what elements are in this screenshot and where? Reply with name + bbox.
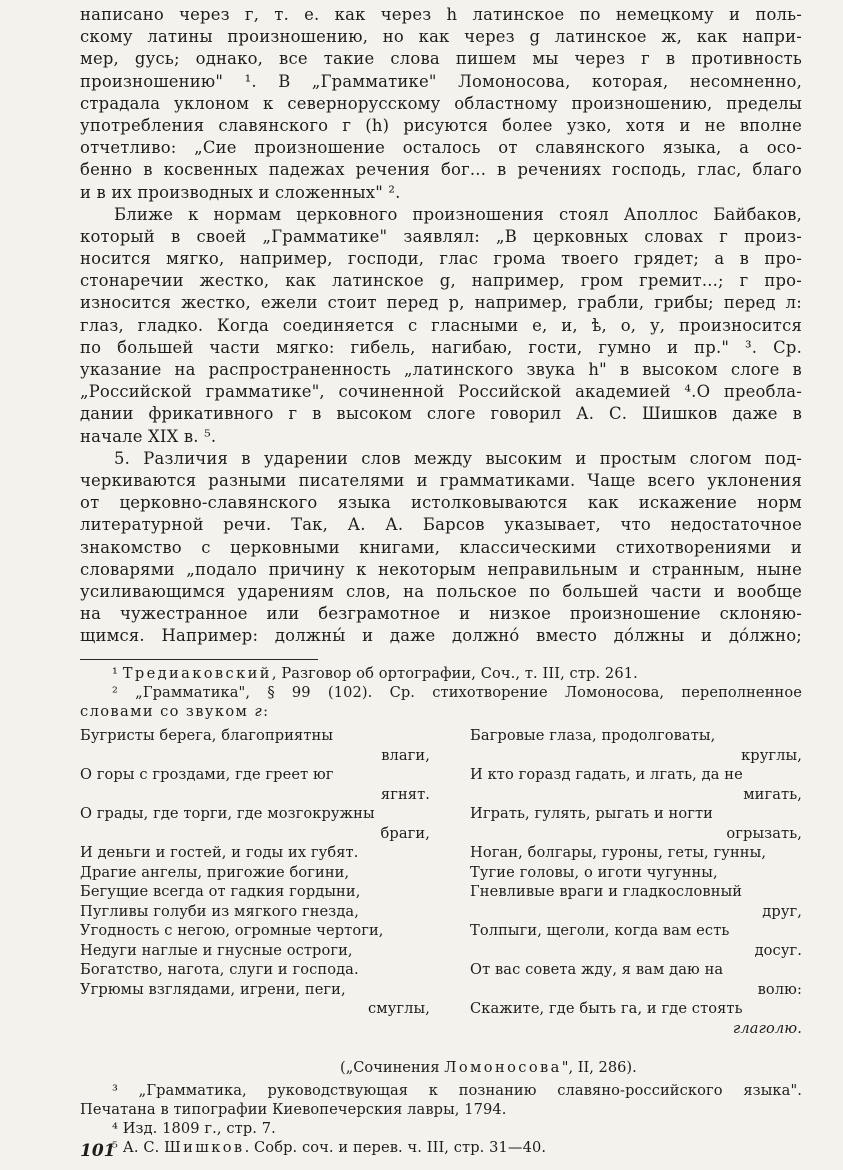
poem-line: Толпыги, щеголи, когда вам есть (470, 922, 730, 939)
footnote-line: ³ „Грамматика, руководствующая к познанию славяно-российского языка". (112, 1082, 802, 1099)
text-line: страдала уклоном к севернорусскому областному произношению, пределы (80, 93, 802, 113)
poem-line: Драгие ангелы, пригожие богини, (80, 863, 350, 881)
footnote-line (80, 664, 802, 683)
citation-open: („Сочинения (340, 1059, 445, 1076)
text-line: употребления славянского г (h) рисуются более узко, хотя и не вполне (80, 115, 802, 135)
poem-line: мигать, (743, 785, 802, 803)
footnote-text: словами со звуком (80, 703, 255, 721)
poem-line: друг, (762, 902, 802, 920)
text-line: скому латины произношению, но как через g латинское ж, как напри- (80, 27, 802, 47)
text-line: дании фрикативного г в высоком слоге говорил А. С. Шишков даже в (80, 404, 802, 424)
poem-line: Багровые глаза, продолговаты, (470, 727, 716, 744)
poem-line: Тугие головы, о иготи чугунны, (470, 863, 718, 881)
poem-line: И кто горазд гадать, и лгать, да не (470, 766, 743, 783)
footnote-line: ⁴ Изд. 1809 г., стр. 7. (112, 1120, 276, 1137)
text-line: стонаречии жестко, как латинское g, например, гром гремит...; г про- (80, 271, 802, 291)
poem-line: Ноган, болгары, гуроны, геты, гунны, (470, 844, 767, 861)
poem-line: влаги, (381, 746, 430, 764)
text-line: щимся. Например: должны́ и даже должно́ вместо до́лжны и до́лжно; (80, 626, 802, 646)
footnote-text: . Собр. соч. и перев. ч. III, стр. 31—40. (244, 1139, 547, 1156)
page-number: 101 (80, 1141, 116, 1161)
footnote-marker: ¹ (112, 665, 118, 682)
poem-line: От вас совета жду, я вам даю на (470, 961, 724, 978)
text-line: мер, gусь; однако, все такие слова пишем мы через г в противность (80, 49, 802, 69)
footnote-line: Печатана в типографии Киевопечерския лавры, 1794. (80, 1101, 507, 1119)
poem-line: Скажите, где быть га, и где стоять (470, 1000, 743, 1017)
poem-line: Играть, гулять, рыгать и ногти (470, 805, 714, 822)
footnote-2 (80, 683, 802, 721)
text-line: черкиваются разными писателями и грамматиками. Чаще всего уклонения (80, 470, 802, 490)
text-line: носится мягко, например, господи, глас грома твоего грядет; а в про- (80, 249, 802, 269)
citation-author: Ломоносова (444, 1059, 562, 1076)
poem-line: И деньги и гостей, и годы их губят. (80, 844, 359, 861)
poem-line: Угрюмы взглядами, игрени, пеги, (80, 980, 346, 998)
text-line: знакомство с церковными книгами, классическими стихотворениями и (80, 537, 802, 557)
text-line: глаз, гладко. Когда соединяется с гласными е, и, ѣ, о, у, произносится (80, 315, 802, 335)
footnote-author: Тредиаковский (122, 665, 272, 682)
main-text (80, 4, 802, 647)
text-line: литературной речи. Так, А. А. Барсов указывает, что недостаточное (80, 515, 802, 535)
text-line: словарями „подало причину к некоторым неправильным и странным, ныне (80, 559, 802, 579)
text-line: указание на распространенность „латинского звука h" в высоком слоге в (80, 360, 802, 379)
poem-line: волю: (757, 980, 802, 998)
text-line: и в их производных и сложенных" ². (80, 182, 401, 202)
text-line: написано через г, т. е. как через h латинское по немецкому и поль- (80, 5, 802, 24)
footnote-line (80, 702, 802, 721)
text-line: износится жестко, ежели стоит перед р, например, грабли, грибы; перед л: (80, 293, 802, 313)
text-line: который в своей „Грамматике" заявлял: „В церковных словах г произ- (80, 226, 802, 246)
poem-line: ягнят. (380, 785, 430, 803)
text-line: бенно в косвенных падежах речения бог... в речениях господь, глас, благо (80, 160, 802, 180)
footnote-4 (80, 1119, 802, 1138)
text-line: 5. Различия в ударении слов между высоким и простым слогом под- (114, 448, 802, 468)
footnote-1 (80, 664, 802, 683)
text-line: начале XIX в. ⁵. (80, 426, 217, 446)
poem-line: огрызать, (726, 824, 802, 842)
text-line: от церковно-славянского языка истолковываются как искажение норм (80, 493, 802, 513)
poem-line: О горы с гроздами, где греет юг (80, 766, 334, 783)
poem-citation (340, 1058, 800, 1077)
footnote-author: Шишков (164, 1139, 245, 1156)
poem-right-column (470, 726, 802, 1038)
poem-line: Угодность с негою, огромные чертоги, (80, 922, 384, 939)
poem-left-column (80, 726, 430, 1019)
footnote-text: , Разговор об ортографии, Соч., т. III, стр. 261. (271, 665, 638, 682)
footnote-text: ⁵ А. С. (112, 1139, 165, 1156)
text-line: по большей части мягко: гибель, нагибаю, гости, гумно и пр." ³. Ср. (80, 337, 802, 357)
poem-line: досуг. (754, 941, 802, 959)
footnote-letter: г (254, 703, 264, 721)
footnote-text: : (263, 703, 270, 721)
poem-line: круглы, (741, 746, 802, 764)
text-line: произношению" ¹. В „Грамматике" Ломоносова, которая, несомненно, (80, 71, 802, 91)
citation-close: ", II, 286). (561, 1059, 637, 1076)
poem-line: браги, (380, 824, 430, 842)
footnote-line: ² „Грамматика", § 99 (102). Ср. стихотворение Ломоносова, переполненное (112, 684, 802, 701)
text-line: на чужестранное или безграмотное и низкое произношение склоняю- (80, 604, 802, 624)
poem-line: Недуги наглые и гнусные остроги, (80, 941, 353, 959)
text-line: усиливающимся ударениям слов, на польское по большей части и вообще (80, 581, 802, 601)
poem-line: Бугристы берега, благоприятны (80, 727, 334, 744)
poem-line: Гневливые враги и гладкословный (470, 883, 743, 900)
poem-line: О грады, где торги, где мозгокружны (80, 805, 375, 822)
poem-line: Богатство, нагота, слуги и господа. (80, 961, 359, 978)
footnote-5 (80, 1138, 802, 1157)
footnote-line (80, 1138, 802, 1157)
text-line: отчетливо: „Сие произношение осталось от славянского языка, а осо- (80, 138, 802, 158)
poem-line: Пугливы голуби из мягкого гнезда, (80, 902, 359, 920)
poem-line: смуглы, (368, 1000, 430, 1017)
footnote-3 (80, 1081, 802, 1119)
text-line: Ближе к нормам церковного произношения стоял Аполлос Байбаков, (114, 204, 802, 224)
footnote-divider (80, 659, 318, 660)
text-line: „Российской грамматике", сочиненной Российской академией ⁴.О преобла- (80, 382, 802, 402)
poem-line: глаголю. (732, 1019, 802, 1037)
poem-line: Бегущие всегда от гадкия гордыни, (80, 883, 361, 900)
